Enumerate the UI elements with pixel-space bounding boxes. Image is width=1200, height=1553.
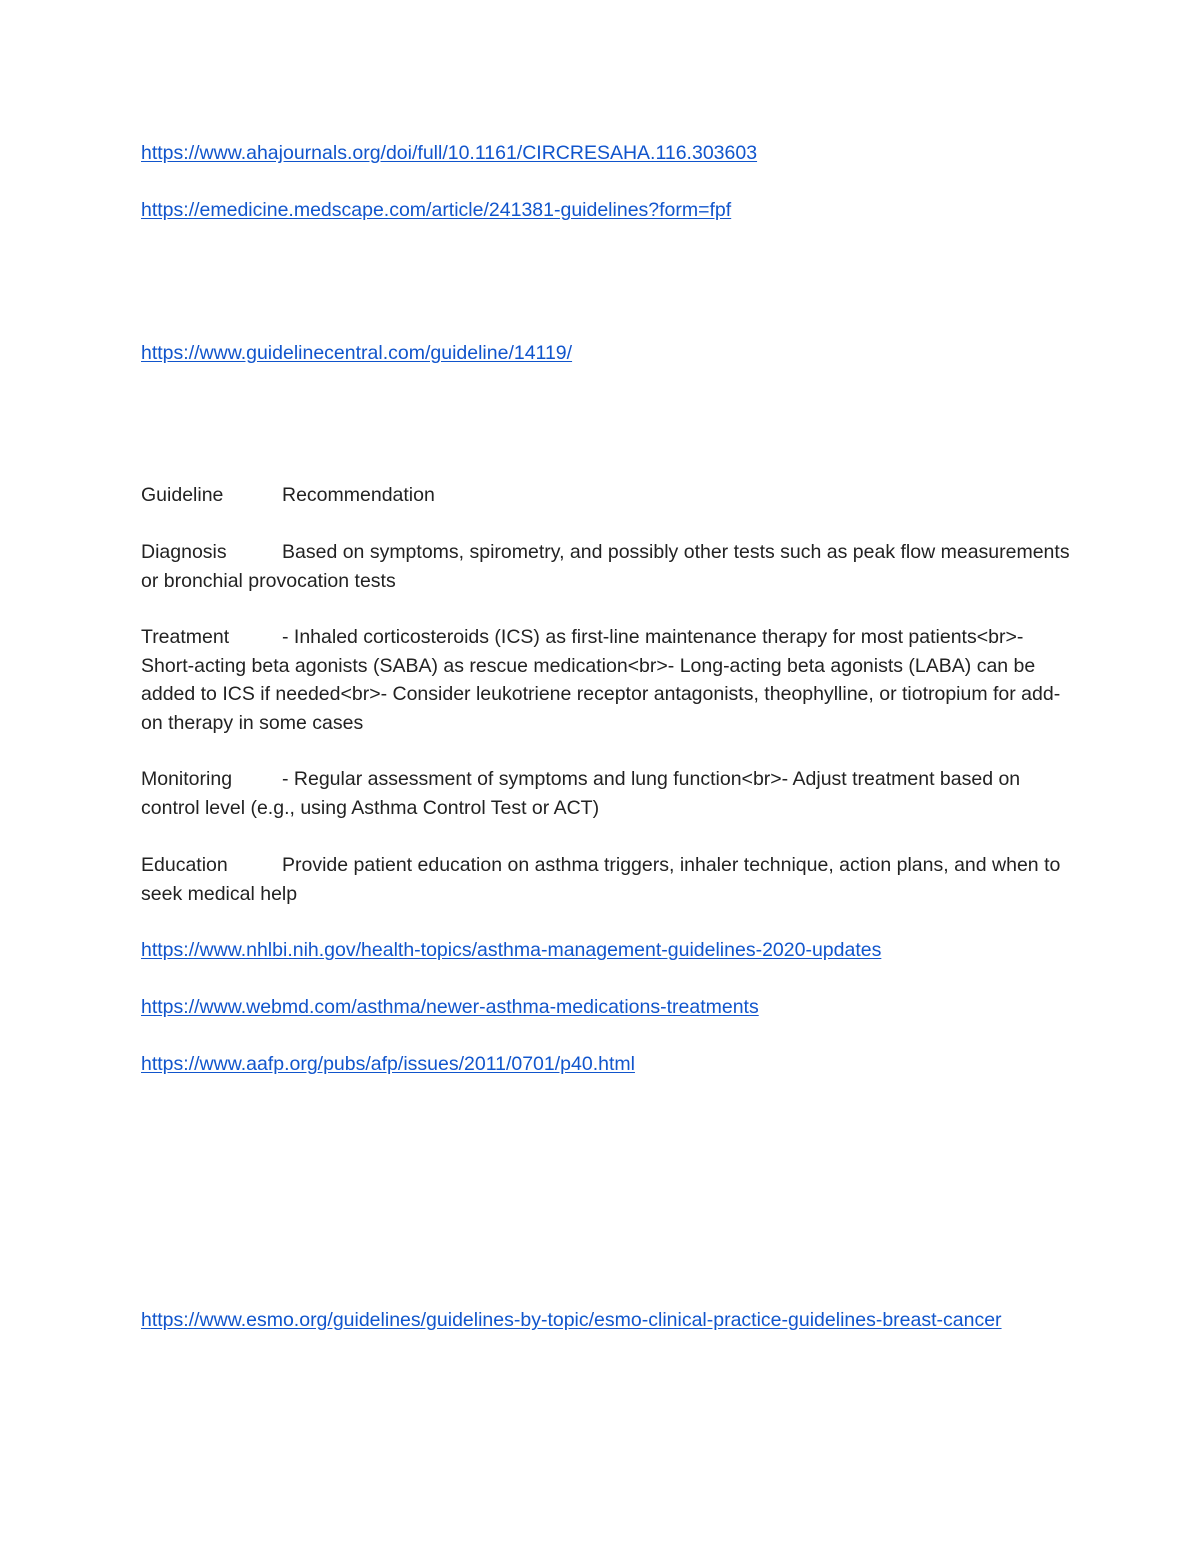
link-paragraph-nhlbi	[141, 936, 1071, 965]
row-text-monitoring: - Regular assessment of symptoms and lung function<br>- Adjust treatment based on control level (e.g., using Asthma Control Test or ACT)	[141, 768, 1021, 819]
link-webmd[interactable]: https://www.webmd.com/asthma/newer-asthma-medications-treatments	[141, 996, 759, 1018]
link-nhlbi[interactable]: https://www.nhlbi.nih.gov/health-topics/asthma-management-guidelines-2020-updates	[141, 939, 882, 961]
link-paragraph-ahajournals	[141, 139, 1071, 168]
row-label-treatment: Treatment	[141, 626, 230, 648]
row-text-education: Provide patient education on asthma triggers, inhaler technique, action plans, and when to seek medical help	[141, 854, 1061, 905]
row-monitoring	[141, 765, 1071, 822]
row-label-education: Education	[141, 854, 228, 876]
link-paragraph-medscape	[141, 196, 1071, 225]
row-treatment	[141, 623, 1071, 737]
row-diagnosis	[141, 538, 1071, 595]
row-label-monitoring: Monitoring	[141, 768, 233, 790]
table-header-row	[141, 481, 1071, 510]
link-medscape[interactable]: https://emedicine.medscape.com/article/241381-guidelines?form=fpf	[141, 199, 732, 221]
row-text-diagnosis: Based on symptoms, spirometry, and possibly other tests such as peak flow measurements or bronchial provocation tests	[141, 541, 1070, 592]
header-guideline: Guideline	[141, 484, 224, 506]
link-paragraph-esmo	[141, 1306, 1041, 1335]
link-paragraph-webmd	[141, 993, 1071, 1022]
link-aafp[interactable]: https://www.aafp.org/pubs/afp/issues/2011/0701/p40.html	[141, 1053, 635, 1075]
link-paragraph-guidelinecentral	[141, 339, 1071, 368]
link-esmo[interactable]: https://www.esmo.org/guidelines/guidelines-by-topic/esmo-clinical-practice-guidelines-breast-cancer	[141, 1309, 1002, 1331]
link-paragraph-aafp	[141, 1050, 1071, 1079]
header-recommendation: Recommendation	[282, 484, 435, 506]
row-label-diagnosis: Diagnosis	[141, 541, 227, 563]
row-text-treatment: - Inhaled corticosteroids (ICS) as first-line maintenance therapy for most patients<br>- Short-acting beta agonists (SABA) as rescue medication<br>- Long-acting beta agonists (LABA) can be added to ICS if needed<br>- Consider leukotriene receptor antagonists, theophylline, or tiotropium for add-on therapy in some cases	[141, 626, 1061, 734]
link-guidelinecentral[interactable]: https://www.guidelinecentral.com/guideline/14119/	[141, 342, 573, 364]
link-ahajournals[interactable]: https://www.ahajournals.org/doi/full/10.1161/CIRCRESAHA.116.303603	[141, 142, 758, 164]
row-education	[141, 851, 1071, 908]
